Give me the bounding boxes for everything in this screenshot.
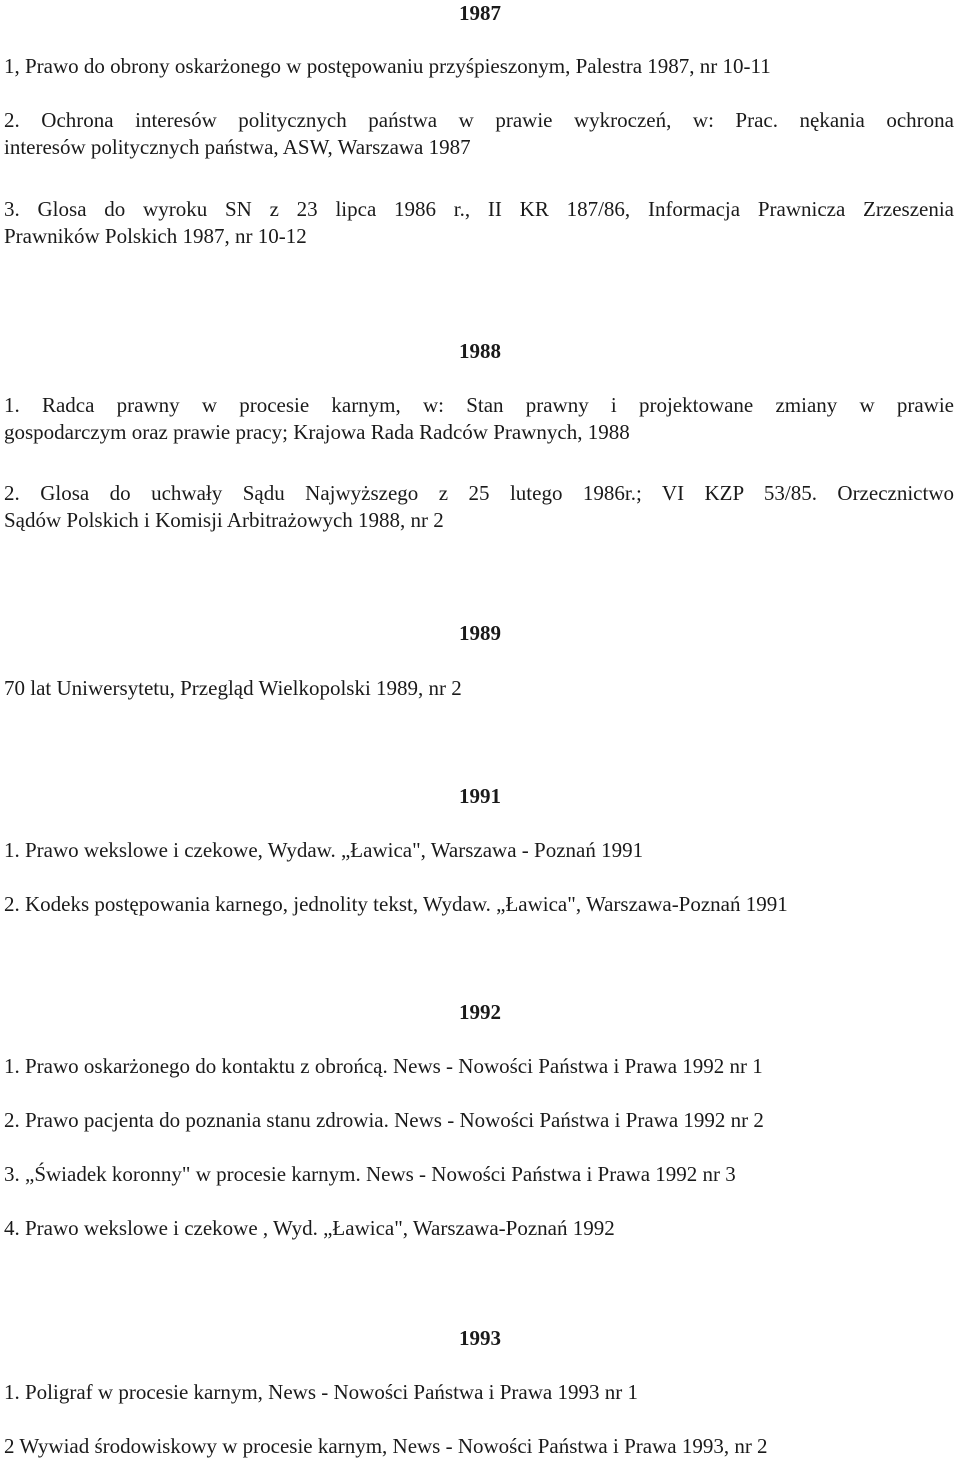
bibliography-entry: 4. Prawo wekslowe i czekowe , Wyd. „Ławica", Warszawa-Poznań 1992 xyxy=(4,1216,615,1240)
bibliography-entry: 1. Prawo oskarżonego do kontaktu z obrońcą. News - Nowości Państwa i Prawa 1992 nr 1 xyxy=(4,1054,763,1078)
year-heading-1991: 1991 xyxy=(459,784,501,808)
bibliography-entry: 70 lat Uniwersytetu, Przegląd Wielkopolski 1989, nr 2 xyxy=(4,676,462,700)
bibliography-entry: 2. Kodeks postępowania karnego, jednolity tekst, Wydaw. „Ławica", Warszawa-Poznań 1991 xyxy=(4,892,788,916)
bibliography-entry: 2. Glosa do uchwały Sądu Najwyższego z 25 lutego 1986r.; VI KZP 53/85. Orzecznictwo Sądów Polskich i Komisji Arbitrażowych 1988, nr 2 xyxy=(4,481,954,532)
bibliography-entry: 1. Poligraf w procesie karnym, News - Nowości Państwa i Prawa 1993 nr 1 xyxy=(4,1380,638,1404)
bibliography-entry: 2. Ochrona interesów politycznych państwa w prawie wykroczeń, w: Prac. nękania ochrona interesów politycznych państwa, ASW, Warszawa 1987 xyxy=(4,108,954,159)
bibliography-entry: 1. Prawo wekslowe i czekowe, Wydaw. „Ławica", Warszawa - Poznań 1991 xyxy=(4,838,644,862)
year-heading-1988: 1988 xyxy=(459,339,501,363)
year-heading-1993: 1993 xyxy=(459,1326,501,1350)
year-heading-1992: 1992 xyxy=(459,1000,501,1024)
year-heading-1989: 1989 xyxy=(459,621,501,645)
bibliography-entry: 1. Radca prawny w procesie karnym, w: Stan prawny i projektowane zmiany w prawie gospodarczym oraz prawie pracy; Krajowa Rada Radców Prawnych, 1988 xyxy=(4,393,954,444)
bibliography-entry: 3. Glosa do wyroku SN z 23 lipca 1986 r., II KR 187/86, Informacja Prawnicza Zrzeszenia Prawników Polskich 1987, nr 10-12 xyxy=(4,197,954,248)
bibliography-entry: 1, Prawo do obrony oskarżonego w postępowaniu przyśpieszonym, Palestra 1987, nr 10-11 xyxy=(4,54,771,78)
bibliography-entry: 2 Wywiad środowiskowy w procesie karnym, News - Nowości Państwa i Prawa 1993, nr 2 xyxy=(4,1434,768,1458)
year-heading-1987: 1987 xyxy=(459,1,501,25)
bibliography-entry: 3. „Świadek koronny" w procesie karnym. News - Nowości Państwa i Prawa 1992 nr 3 xyxy=(4,1162,736,1186)
bibliography-entry: 2. Prawo pacjenta do poznania stanu zdrowia. News - Nowości Państwa i Prawa 1992 nr 2 xyxy=(4,1108,764,1132)
